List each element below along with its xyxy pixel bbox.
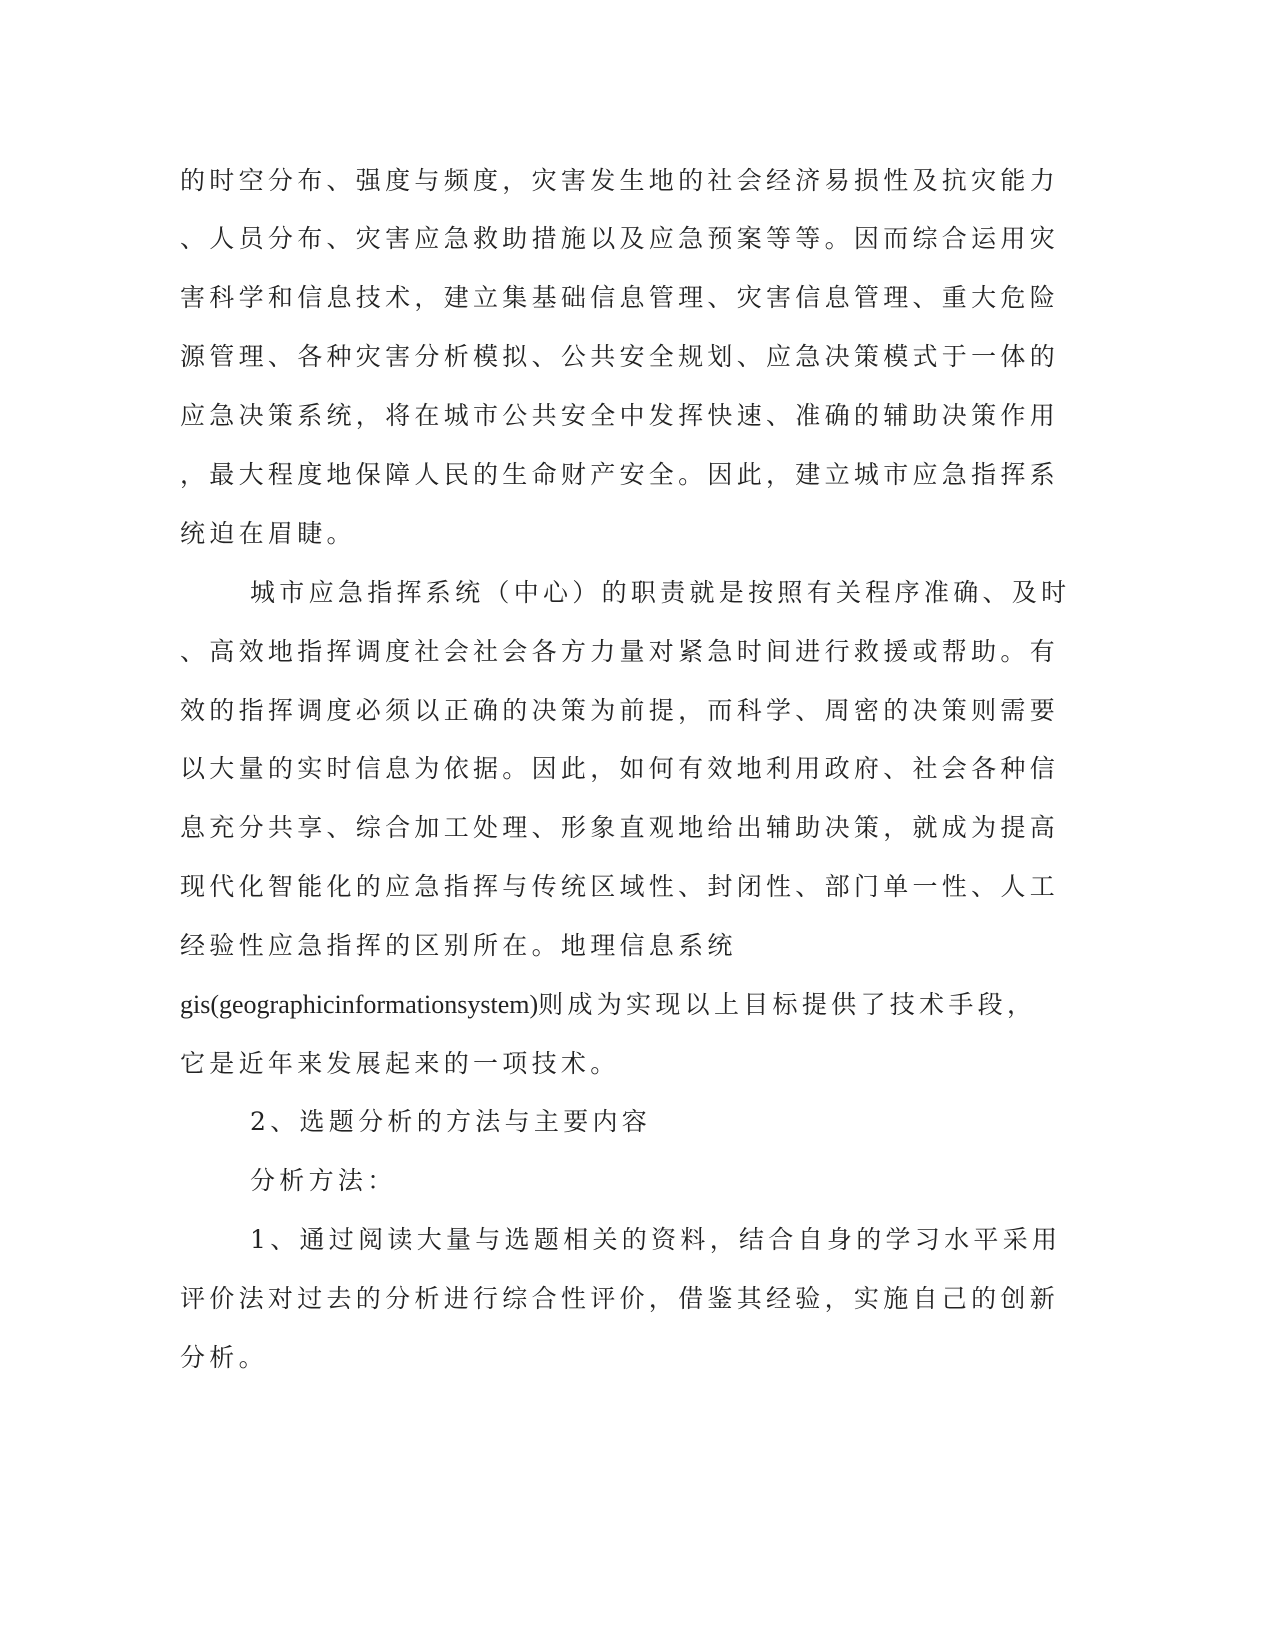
text-line: 害科学和信息技术，建立集基础信息管理、灾害信息管理、重大危险 xyxy=(180,283,1060,312)
section-heading: 2、选题分析的方法与主要内容 xyxy=(250,1107,652,1136)
text-line: 评价法对过去的分析进行综合性评价，借鉴其经验，实施自己的创新 xyxy=(180,1284,1060,1313)
paragraph-first-line: 1、通过阅读大量与选题相关的资料，结合自身的学习水平采用 xyxy=(250,1225,1062,1254)
text-line: 、高效地指挥调度社会社会各方力量对紧急时间进行救援或帮助。有 xyxy=(180,637,1060,666)
text-line: 应急决策系统，将在城市公共安全中发挥快速、准确的辅助决策作用 xyxy=(180,401,1060,430)
text-line xyxy=(180,985,1036,1025)
text-line: 它是近年来发展起来的一项技术。 xyxy=(180,1049,620,1078)
text-line: 息充分共享、综合加工处理、形象直观地给出辅助决策，就成为提高 xyxy=(180,813,1060,842)
text-line: 统迫在眉睫。 xyxy=(180,519,356,548)
text-line: 效的指挥调度必须以正确的决策为前提，而科学、周密的决策则需要 xyxy=(180,696,1060,725)
subsection-heading: 分析方法： xyxy=(250,1166,397,1195)
text-line: 分析。 xyxy=(180,1343,268,1372)
text-line: 、人员分布、灾害应急救助措施以及应急预案等等。因而综合运用灾 xyxy=(180,224,1060,253)
paragraph-first-line: 城市应急指挥系统（中心）的职责就是按照有关程序准确、及时 xyxy=(250,578,1071,607)
latin-term: gis(geographicinformationsystem) xyxy=(180,990,539,1019)
text-line-continuation: 则成为实现以上目标提供了技术手段， xyxy=(538,990,1037,1019)
text-line: 的时空分布、强度与频度，灾害发生地的社会经济易损性及抗灾能力 xyxy=(180,166,1060,195)
text-line: 以大量的实时信息为依据。因此，如何有效地利用政府、社会各种信 xyxy=(180,754,1060,783)
text-line: 经验性应急指挥的区别所在。地理信息系统 xyxy=(180,931,737,960)
text-line: 现代化智能化的应急指挥与传统区域性、封闭性、部门单一性、人工 xyxy=(180,872,1060,901)
text-line: 源管理、各种灾害分析模拟、公共安全规划、应急决策模式于一体的 xyxy=(180,342,1060,371)
text-line: ，最大程度地保障人民的生命财产安全。因此，建立城市应急指挥系 xyxy=(180,460,1060,489)
